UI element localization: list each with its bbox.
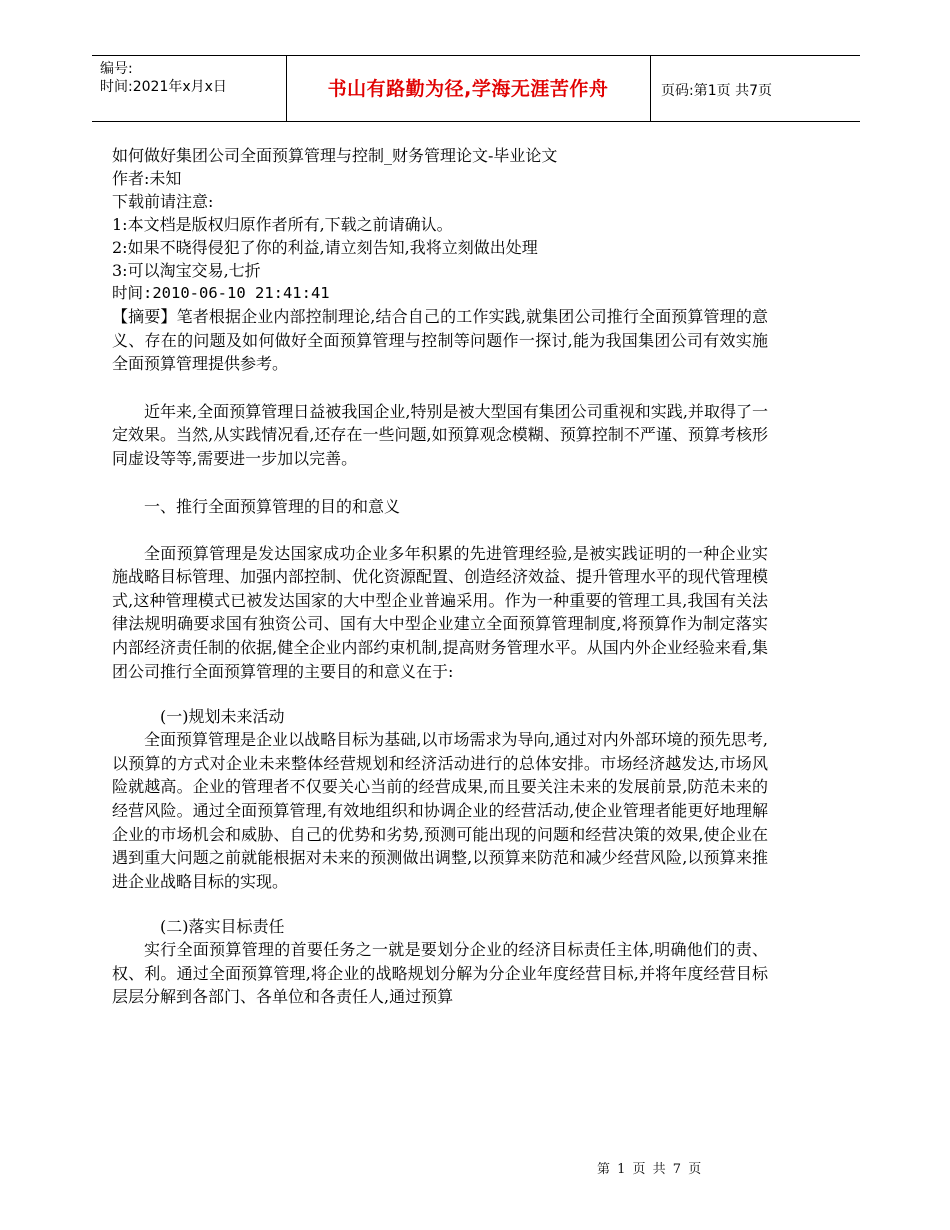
intro-paragraph: 近年来,全面预算管理日益被我国企业,特别是被大型国有集团公司重视和实践,并取得了一定效果。当然,从实践情况看,还存在一些问题,如预算观念模糊、预算控制不严谨、预算考核形同虚设等等,需要进一步加以完善。	[112, 401, 768, 468]
abstract-paragraph: 【摘要】笔者根据企业内部控制理论,结合自己的工作实践,就集团公司推行全面预算管理的意义、存在的问题及如何做好全面预算管理与控制等问题作一探讨,能为我国集团公司有效实施全面预算管理提供参考。	[112, 307, 768, 374]
document-title: 如何做好集团公司全面预算管理与控制_财务管理论文-毕业论文	[112, 146, 558, 165]
download-notice-1: 1:本文档是版权归原作者所有,下载之前请确认。	[112, 215, 453, 234]
header-motto: 书山有路勤为径,学海无涯苦作舟	[327, 78, 609, 100]
page-footer: 第 1 页 共 7 页	[597, 1162, 702, 1177]
download-notice-3: 3:可以淘宝交易,七折	[112, 261, 261, 280]
section-1-paragraph: 全面预算管理是发达国家成功企业多年积累的先进管理经验,是被实践证明的一种企业实施战略目标管理、加强内部控制、优化资源配置、创造经济效益、提升管理水平的现代管理模式,这种管理模式已被发达国家的大中型企业普遍采用。作为一种重要的管理工具,我国有关法律法规明确要求国有独资公司、国有大中型企业建立全面预算管理制度,将预算作为制定落实内部经济责任制的依据,健全企业内部约束机制,提高财务管理水平。从国内外企业经验来看,集团公司推行全面预算管理的主要目的和意义在于:	[112, 543, 769, 681]
header-top-rule	[92, 55, 860, 56]
subsection-1-heading: (一)规划未来活动	[160, 707, 285, 727]
header-bottom-rule	[92, 121, 860, 122]
download-notice-title: 下载前请注意:	[112, 192, 214, 211]
document-author: 作者:未知	[112, 169, 182, 188]
document-time-label: 时间:2021年x月x日	[100, 79, 227, 95]
document-number-label: 编号:	[100, 61, 133, 77]
document-time: 时间:2010-06-10 21:41:41	[112, 284, 330, 302]
subsection-1-paragraph: 全面预算管理是企业以战略目标为基础,以市场需求为导向,通过对内外部环境的预先思考,以预算的方式对企业未来整体经营规划和经济活动进行的总体安排。市场经济越发达,市场风险就越高。企业的管理者不仅要关心当前的经营成果,而且要关注未来的发展前景,防范未来的经营风险。通过全面预算管理,有效地组织和协调企业的经营活动,使企业管理者能更好地理解企业的市场机会和威胁、自己的优势和劣势,预测可能出现的问题和经营决策的效果,使企业在遇到重大问题之前就能根据对未来的预测做出调整,以预算来防范和减少经营风险,以预算来推进企业战略目标的实现。	[112, 730, 768, 891]
header-meta	[100, 60, 227, 96]
subsection-2-heading: (二)落实目标责任	[160, 917, 285, 937]
subsection-2-paragraph: 实行全面预算管理的首要任务之一就是要划分企业的经济目标责任主体,明确他们的责、权、利。通过全面预算管理,将企业的战略规划分解为分企业年度经营目标,并将年度经营目标层层分解到各部门、各单位和各责任人,通过预算	[112, 940, 768, 1007]
download-notice-2: 2:如果不晓得侵犯了你的利益,请立刻告知,我将立刻做出处理	[112, 238, 538, 257]
header-page-info: 页码:第1页 共7页	[661, 83, 772, 99]
header-divider-2	[650, 56, 651, 121]
document-body	[112, 144, 768, 1009]
section-1-heading: 一、推行全面预算管理的目的和意义	[144, 496, 401, 516]
